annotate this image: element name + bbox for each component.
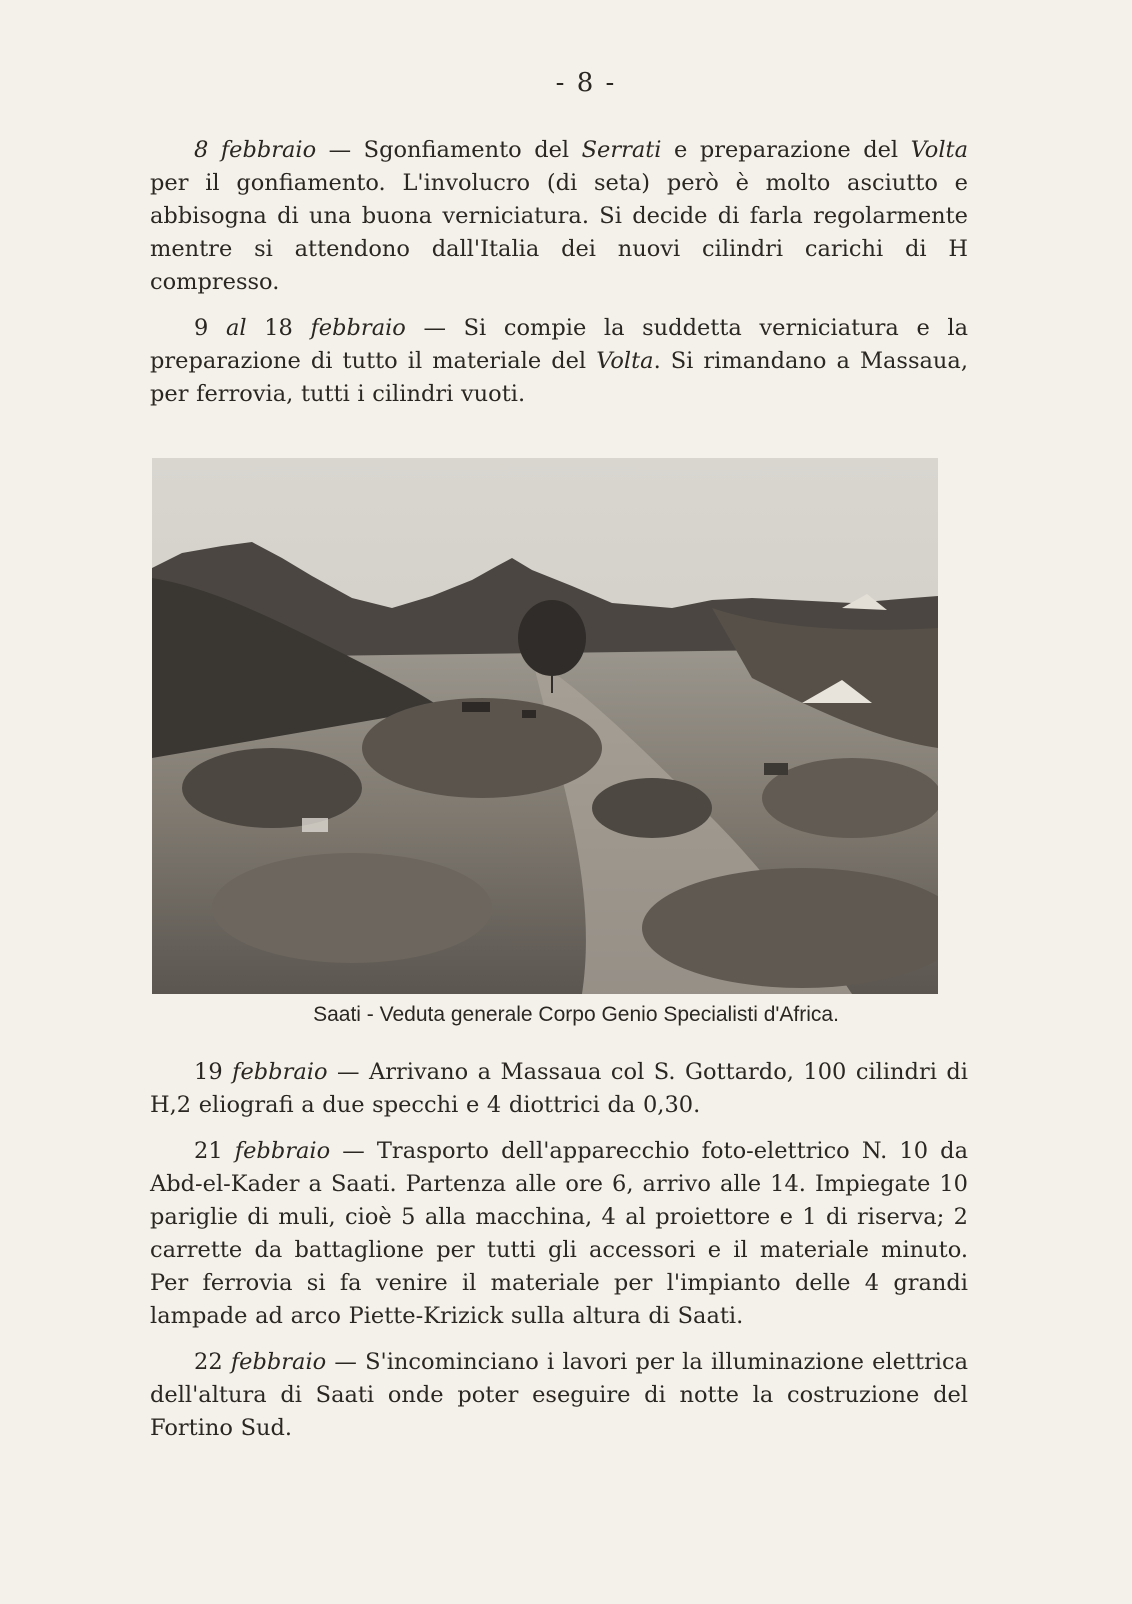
paragraph-21-febbraio: 21 febbraio — Trasporto dell'apparecchio foto-elettrico N. 10 da Abd-el-Kader a Saati. Partenza alle ore 6, arrivo alle 14. Impiegate 10 pariglie di muli, cioè 5 alla macchina, 4 al proiettore e 1 di riserva; 2 carrette da battaglione per tutti gli accessori e il materiale minuto. Per ferrovia si fa venire il materiale per l'impianto delle 4 grandi lampade ad arco Piette-Krizick sulla altura di Saati. [150, 1138, 968, 1329]
date-label: febbraio [310, 315, 406, 341]
paragraph-8-febbraio: 8 febbraio — Sgonfiamento del Serrati e preparazione del Volta per il gonfiamento. L'involucro (di seta) però è molto asciutto e abbisogna di una buona verniciatura. Si decide di farla regolarmente mentre si attendono dall'Italia dei nuovi cilindri carichi di H compresso. [150, 137, 968, 295]
page-number: - 8 - [555, 68, 617, 98]
text-block-top [150, 134, 968, 424]
date-label: febbraio [232, 1059, 328, 1085]
balloon-name: Volta [910, 137, 968, 163]
date-label: febbraio [234, 1138, 331, 1164]
paragraph-19-febbraio: 19 febbraio — Arrivano a Massaua col S. Gottardo, 100 cilindri di H,2 eliografi a due specchi e 4 diottrici da 0,30. [150, 1059, 968, 1118]
text-block-bottom [150, 1056, 968, 1458]
paragraph-9-18-febbraio: 9 al 18 febbraio — Si compie la suddetta verniciatura e la preparazione di tutto il materiale del Volta. Si rimandano a Massaua, per ferrovia, tutti i cilindri vuoti. [150, 315, 969, 407]
balloon-name: Volta [596, 348, 654, 374]
paragraph-22-febbraio: 22 febbraio — S'incominciano i lavori per la illuminazione elettrica dell'altura di Saati onde poter eseguire di notte la costruzione del Fortino Sud. [150, 1349, 968, 1441]
date-label: 8 febbraio [194, 137, 317, 163]
photo-caption: Saati - Veduta generale Corpo Genio Specialisti d'Africa. [313, 1003, 839, 1026]
landscape-photo [152, 458, 938, 994]
date-label: febbraio [230, 1349, 327, 1375]
balloon-name: Serrati [581, 137, 662, 163]
photo-illustration [152, 458, 938, 994]
